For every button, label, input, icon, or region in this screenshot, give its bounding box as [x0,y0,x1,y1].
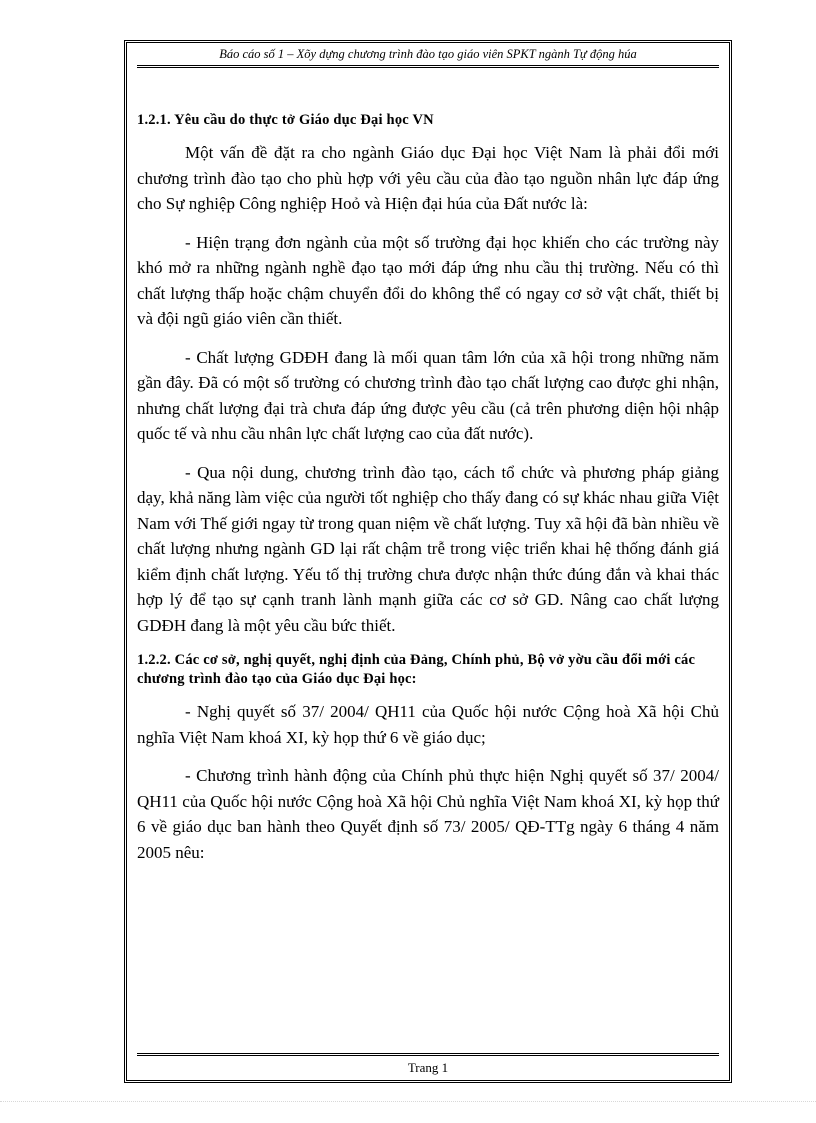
paragraph: - Chất lượng GDĐH đang là mối quan tâm lớn của xã hội trong những năm gần đây. Đã có một số trường có chương trình đào tạo chất lượng cao được ghi nhận, nhưng chất lượng đại trà chưa đáp ứng được yêu cầu (cả trên phương diện hội nhập quốc tế và nhu cầu nhân lực chất lượng cao của đất nước). [137,347,719,443]
paragraph: - Qua nội dung, chương trình đào tạo, cách tổ chức và phương pháp giảng dạy, khả năng làm việc của người tốt nghiệp cho thấy đang có sự khác nhau giữa Việt Nam với Thế giới ngay từ trong quan niệm về chất lượng. Tuy xã hội đã bàn nhiều về chất lượng nhưng ngành GD lại rất chậm trễ trong việc triển khai hệ thống đánh giá kiểm định chất lượng. Yếu tố thị trường chưa được nhận thức đúng đắn và khai thác hợp lý để tạo sự cạnh tranh lành mạnh giữa các cơ sở GD. Nâng cao chất lượng GDĐH đang là một yêu cầu bức thiết. [137,462,719,635]
paragraph: - Nghị quyết số 37/ 2004/ QH11 của Quốc hội nước Cộng hoà Xã hội Chủ nghĩa Việt Nam khoá XI, kỳ họp thứ 6 về giáo dục; [137,702,719,747]
paragraph: - Hiện trạng đơn ngành của một số trường đại học khiến cho các trường này khó mở ra những ngành nghề đạo tạo mới đáp ứng nhu cầu thị trường. Nếu có thì chất lượng thấp hoặc chậm chuyển đổi do không thể có ngay cơ sở vật chất, thiết bị và đội ngũ giáo viên cần thiết. [137,232,719,328]
paragraph: - Chương trình hành động của Chính phủ thực hiện Nghị quyết số 37/ 2004/ QH11 của Quốc hội nước Cộng hoà Xã hội Chủ nghĩa Việt Nam khoá XI, kỳ họp thứ 6 về giáo dục ban hành theo Quyết định số 73/ 2005/ QĐ-TTg ngày 6 tháng 4 năm 2005 nêu: [137,766,719,862]
page-footer: Trang 1 [137,1053,719,1076]
section-heading: 1.2.2. Các cơ sở, nghị quyết, nghị định của Đảng, Chính phủ, Bộ vở yờu cầu đổi mới các chương trình đào tạo của Giáo dục Đại học: [137,652,696,687]
document-body [137,111,719,878]
running-header: Báo cáo số 1 – Xõy dựng chương trình đào tạo giáo viên SPKT ngành Tự động húa [137,47,719,68]
paragraph: Một vấn đề đặt ra cho ngành Giáo dục Đại học Việt Nam là phải đổi mới chương trình đào tạo cho phù hợp với yêu cầu của đào tạo nguồn nhân lực đáp ứng cho Sự nghiệp Công nghiệp Hoỏ và Hiện đại húa của Đất nước là: [137,143,719,213]
section-heading: 1.2.1. Yêu cầu do thực tở Giáo dục Đại học VN [137,112,434,128]
page-frame [124,40,732,1083]
page-bottom-divider [0,1101,816,1102]
